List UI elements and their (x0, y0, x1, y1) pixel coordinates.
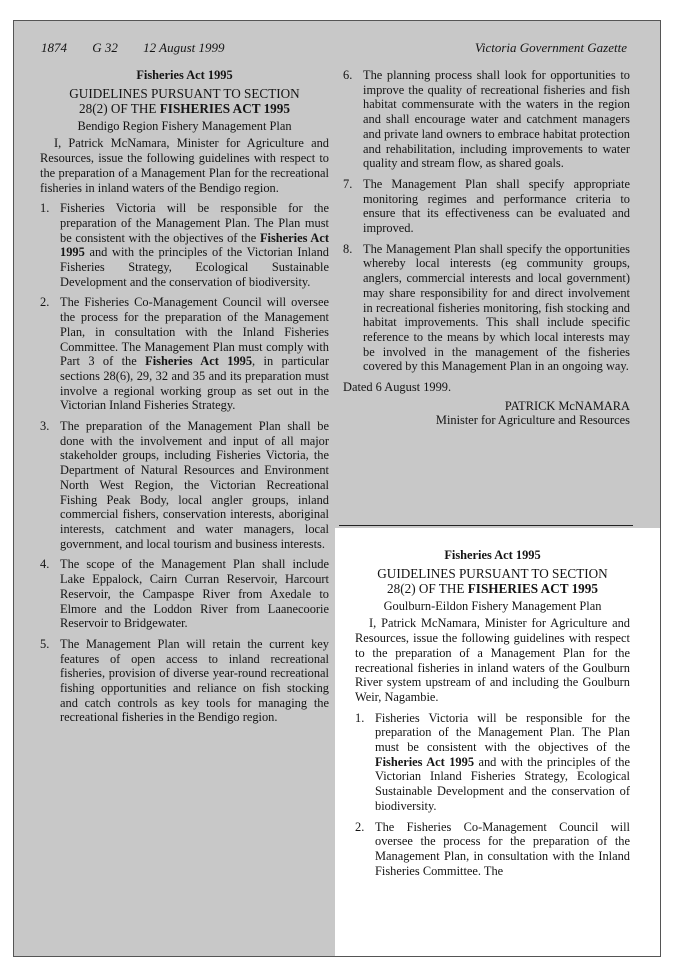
guideline-item: 2. The Fisheries Co-Management Council will oversee the process for the preparation of the Management Plan, in consultation with the Inland Fisheries Committee. The (355, 819, 630, 878)
issue-number: G 32 (92, 40, 118, 55)
page-header (41, 40, 627, 58)
guideline-item: 1. Fisheries Victoria will be responsible for the preparation of the Management Plan. The Plan must be consistent with the objectives of the Fisheries Act 1995 and with the principles of the Victorian Inland Fisheries Strategy, Ecological Sustainable Development and the conservation of biodiversity. (355, 710, 630, 813)
plan-title: Bendigo Region Fishery Management Plan (77, 118, 292, 133)
intro-paragraph: I, Patrick McNamara, Minister for Agriculture and Resources, issue the following guidelines with respect to the preparation of a Management Plan for the recreational fisheries in inland waters of the Goulburn River system upstream of and including the Goulburn Weir, Nagambie. (355, 616, 630, 704)
guideline-item: 3. The preparation of the Management Plan shall be done with the involvement and input of all major stakeholder groups, including Fisheries Victoria, the Department of Natural Resources and Environment North West Region, the Victorian Recreational Fishing Peak Body, local angler groups, inland commercial fishers, conservation interests, aboriginal interests, catchment and water managers, local government, and local tourism and business interests. (40, 419, 329, 551)
signatory-name: PATRICK McNAMARA (504, 398, 630, 413)
act-heading: Fisheries Act 1995 (136, 68, 233, 82)
guideline-item: 5. The Management Plan will retain the current key features of open access to inland recreational fisheries, provision of diverse year-round recreational fishing opportunities and reliance on fish stocking and catch controls as key tools for managing the recreational fisheries in the Bendigo region. (40, 636, 329, 725)
notice-bendigo-left-column (40, 68, 329, 731)
act-heading: Fisheries Act 1995 (444, 548, 541, 562)
intro-paragraph: I, Patrick McNamara, Minister for Agriculture and Resources, issue the following guidelines with respect to the preparation of a Management Plan for the recreational fisheries in inland waters of the Bendigo region. (40, 136, 329, 195)
guideline-list (343, 68, 630, 374)
notice-divider (339, 525, 633, 526)
guideline-item: 7. The Management Plan shall specify appropriate monitoring regimes and performance criteria to ensure that its effectiveness can be evaluated and improved. (343, 176, 630, 236)
plan-title: Goulburn-Eildon Fishery Management Plan (383, 598, 602, 613)
publication-name: Victoria Government Gazette (474, 40, 627, 55)
dated-line: Dated 6 August 1999. (343, 380, 452, 395)
page-number: 1874 (41, 40, 67, 55)
guidelines-heading: GUIDELINES PURSUANT TO SECTION 28(2) OF THE FISHERIES ACT 1995 (377, 565, 608, 596)
issue-date: 12 August 1999 (143, 40, 225, 55)
guideline-item: 2. The Fisheries Co-Management Council will oversee the process for the preparation of the Management Plan, in consultation with the Inland Fisheries Committee. The Management Plan must comply with Part 3 of the Fisheries Act 1995, in particular sections 28(6), 29, 32 and 35 and its preparation must involve a regional working group as set out in the Victorian Inland Fisheries Strategy. (40, 295, 330, 413)
guideline-item: 1. Fisheries Victoria will be responsible for the preparation of the Management Plan. The Plan must be consistent with the objectives of the Fisheries Act 1995 and with the principles of the Victorian Inland Fisheries Strategy, Ecological Sustainable Development and the conservation of biodiversity. (40, 201, 330, 289)
signatory-title: Minister for Agriculture and Resources (435, 413, 630, 428)
guideline-item: 4. The scope of the Management Plan shall include Lake Eppalock, Cairn Curran Reservoir, Harcourt Reservoir, the Campaspe River from Axedale to Elmore and the Loddon River from Laanecoorie Reservoir to Bridgewater. (40, 557, 329, 631)
guideline-item: 6. The planning process shall look for opportunities to improve the quality of recreational fisheries and fish habitat commensurate with the waters in the region and shall encourage water and catchment managers and private land owners to embrace habitat protection and rehabilitation, including improvements to water quality and stream flow, as shared goals. (343, 68, 630, 171)
notice-goulburn-eildon (355, 548, 630, 884)
guideline-item: 8. The Management Plan shall specify the opportunities whereby local interests (eg community groups, anglers, commercial interests and local government) may share responsibility for and direct involvement in recreational fisheries monitoring, fish stocking and habitat improvements. This shall include specific reference to the means by which local interests may be involved in the management of the fisheries covered by this Management Plan in an ongoing way. (343, 241, 630, 374)
guideline-list (355, 711, 630, 879)
guidelines-heading: GUIDELINES PURSUANT TO SECTION 28(2) OF THE FISHERIES ACT 1995 (69, 85, 300, 116)
notice-bendigo-right-column (343, 68, 630, 428)
guideline-list (40, 201, 329, 725)
